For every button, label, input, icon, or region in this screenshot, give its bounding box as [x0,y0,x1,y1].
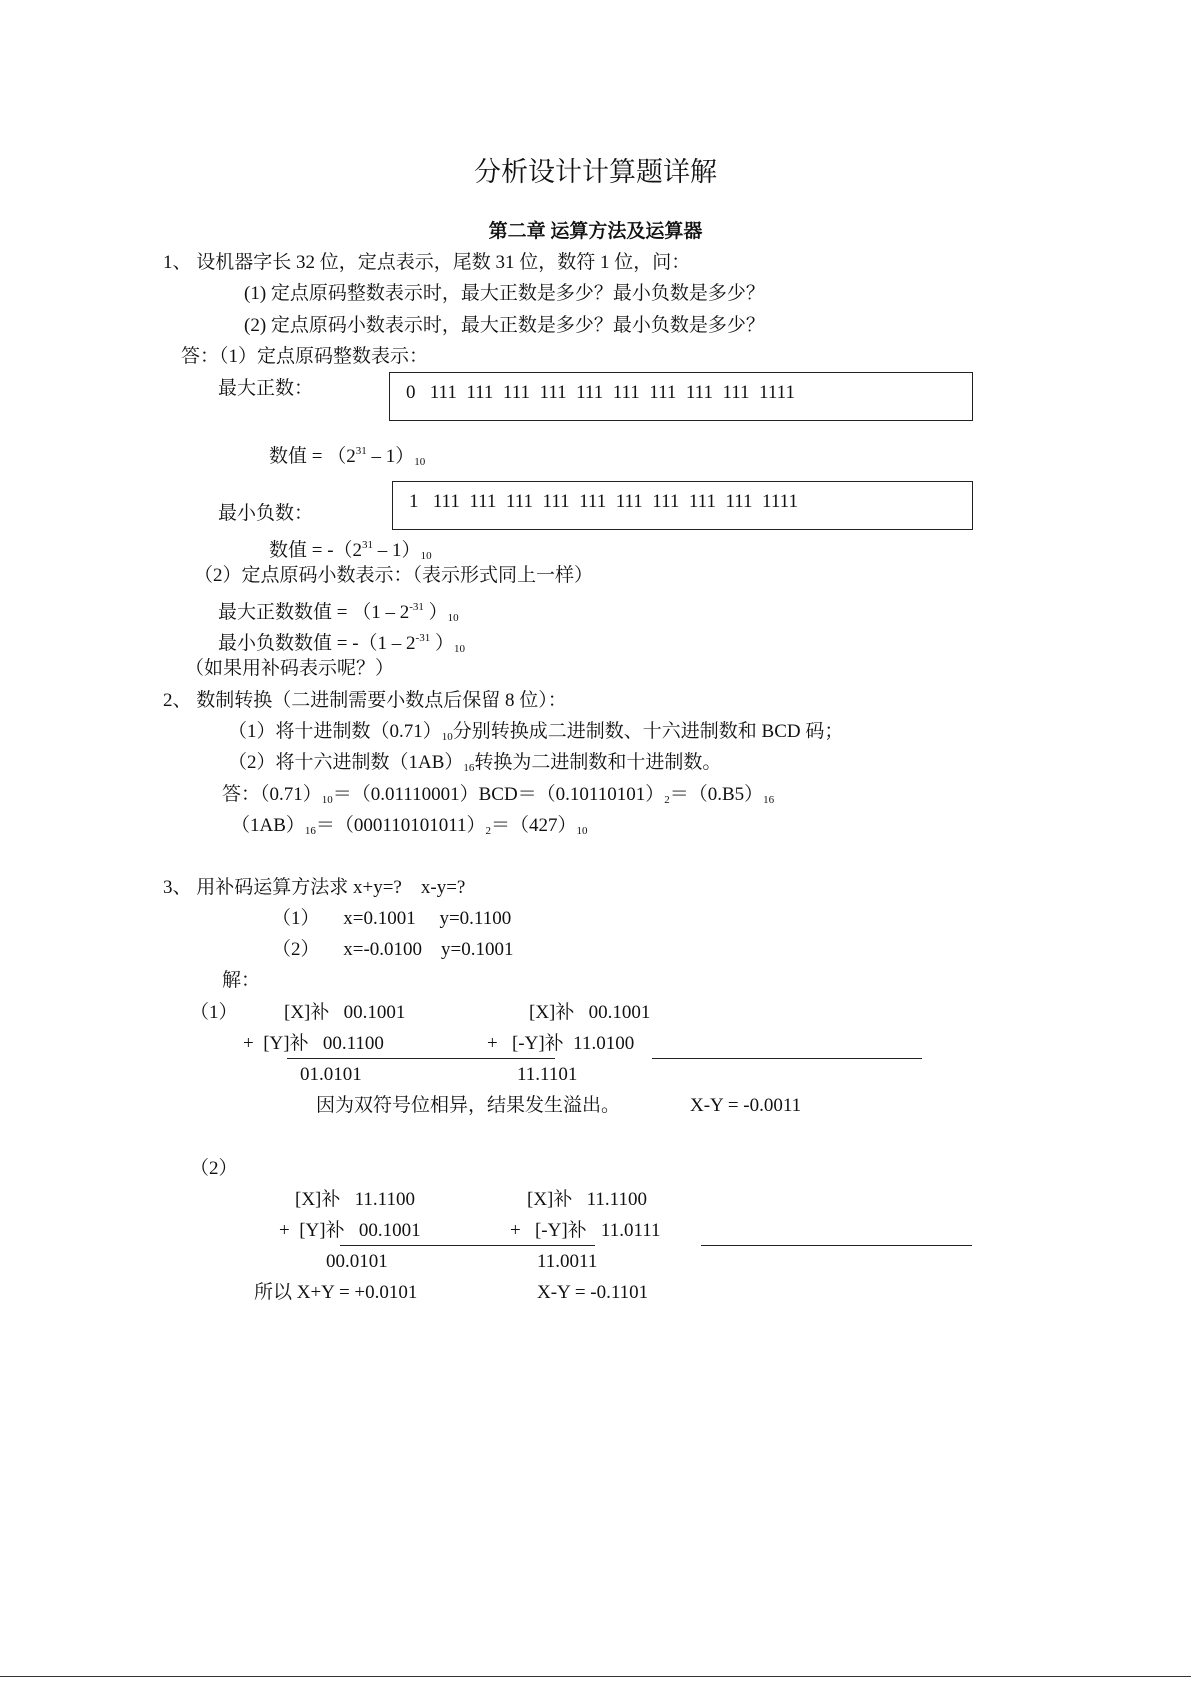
min-value-post: – 1） [373,540,421,561]
q3-question: 3、 用补码运算方法求 x+y=? x-y=? [163,877,466,898]
q3-p2-result-diff: X-Y = -0.1101 [537,1282,649,1303]
q2-sub2 [228,752,721,779]
q3-p2-result-sum: 所以 X+Y = +0.0101 [254,1282,418,1303]
q3-p2-y-sub: + [-Y]补 11.0111 [510,1220,661,1241]
q3-p2-diff-line [701,1245,972,1246]
q1-part2-intro: （2）定点原码小数表示：（表示形式同上一样） [194,565,594,586]
frac-max-exp: -31 [409,601,424,613]
min-negative-label: 最小负数： [218,503,314,524]
max-positive-value [269,440,425,473]
q3-p1-y-add: + [Y]补 00.1100 [243,1033,384,1054]
page-title: 分析设计计算题详解 [474,157,717,187]
q2-question: 2、 数制转换（二进制需要小数点后保留 8 位）： [163,690,567,711]
max-value-base: 10 [414,456,426,468]
max-positive-bits: 0 111 111 111 111 111 111 111 111 111 1111 [406,382,795,403]
max-positive-label: 最大正数： [218,378,314,399]
q2-ans1-b-base: 2 [664,794,670,806]
q2-answer-2 [231,815,588,842]
q2-ans1-c: ＝（0.B5） [669,784,764,805]
q2-sub1-base: 10 [441,731,453,743]
q3-p2-x-sub: [X]补 11.1100 [527,1189,647,1210]
q1-question: 1、 设机器字长 32 位，定点表示，尾数 31 位，数符 1 位，问： [163,252,691,273]
q3-p1-result: X-Y = -0.0011 [690,1095,802,1116]
q2-sub1 [228,721,843,748]
q2-ans2-b-base: 2 [485,825,491,837]
max-value-exp: 31 [355,445,367,457]
min-negative-bits: 1 111 111 111 111 111 111 111 111 111 1111 [409,491,798,512]
page-bottom-rule [0,1676,1191,1677]
q3-p2-sum-line [340,1245,595,1246]
q3-p1-x-sub: [X]补 00.1001 [529,1002,651,1023]
q2-sub2-base: 16 [463,762,475,774]
max-value-pre: 数值 = （2 [269,446,356,467]
q3-p2-diff: 11.0011 [537,1251,598,1272]
frac-min-pre: 最小负数数值 = -（1 – 2 [218,633,416,654]
complement-question: （如果用补码表示呢？） [185,658,395,679]
min-negative-value [269,534,432,567]
q3-p1-sum-line [287,1058,555,1059]
q2-ans1-a-base: 10 [321,794,333,806]
q3-p1-diff-line [652,1058,922,1059]
q3-p2-y-add: + [Y]补 00.1001 [279,1220,421,1241]
frac-min-post: ） [430,633,454,654]
fraction-min-value [218,627,465,660]
q2-ans2-a: （1AB） [231,815,305,836]
frac-min-exp: -31 [415,632,431,644]
q2-ans1-c-base: 16 [763,794,775,806]
q2-ans1-b: ＝（0.01110001）BCD＝（0.10110101） [332,784,665,805]
min-value-base: 10 [420,550,432,562]
q3-case2: （2） x=-0.0100 y=0.1001 [272,939,514,960]
q2-ans2-a-base: 16 [304,825,316,837]
min-value-exp: 31 [362,539,374,551]
q3-p1-x-add: [X]补 00.1001 [284,1002,406,1023]
q2-sub2-post: 转换为二进制数和十进制数。 [474,752,722,773]
q2-ans2-c-base: 10 [576,825,588,837]
q3-p1-note: 因为双符号位相异，结果发生溢出。 [316,1095,621,1116]
q1-sub1: (1) 定点原码整数表示时，最大正数是多少？最小负数是多少？ [244,283,765,304]
max-positive-bits-box [389,372,973,421]
q3-p1-y-sub: + [-Y]补 11.0100 [487,1033,635,1054]
q3-case1: （1） x=0.1001 y=0.1100 [272,908,512,929]
q3-p1-diff: 11.1101 [517,1064,578,1085]
max-value-post: – 1） [366,446,415,467]
min-negative-bits-box [392,481,973,530]
frac-max-post: ） [423,602,448,623]
q3-solution-label: 解： [222,970,261,991]
q2-ans2-b: ＝（000110101011） [315,815,486,836]
q3-p2-x-add: [X]补 11.1100 [295,1189,415,1210]
q2-ans2-c: ＝（427） [491,815,577,836]
q2-sub1-pre: （1）将十进制数（0.71） [228,721,442,742]
q2-sub1-post: 分别转换成二进制数、十六进制数和 BCD 码； [452,721,844,742]
frac-max-pre: 最大正数数值 = （1 – 2 [218,602,410,623]
frac-max-base: 10 [447,612,459,624]
q3-p2-sum: 00.0101 [326,1251,388,1272]
q3-p1-label: （1） [190,1002,238,1023]
q2-answer-1 [222,784,774,811]
fraction-max-value [218,596,459,629]
q3-p2-label: （2） [190,1158,238,1179]
chapter-heading: 第二章 运算方法及运算器 [488,221,703,242]
q1-sub2: (2) 定点原码小数表示时，最大正数是多少？最小负数是多少？ [244,315,765,336]
q2-sub2-pre: （2）将十六进制数（1AB） [228,752,464,773]
q2-ans1-a: 答：（0.71） [222,784,322,805]
q3-p1-sum: 01.0101 [300,1064,362,1085]
frac-min-base: 10 [453,643,465,655]
min-value-pre: 数值 = -（2 [269,540,363,561]
q1-answer-intro: 答：（1）定点原码整数表示： [181,346,429,367]
